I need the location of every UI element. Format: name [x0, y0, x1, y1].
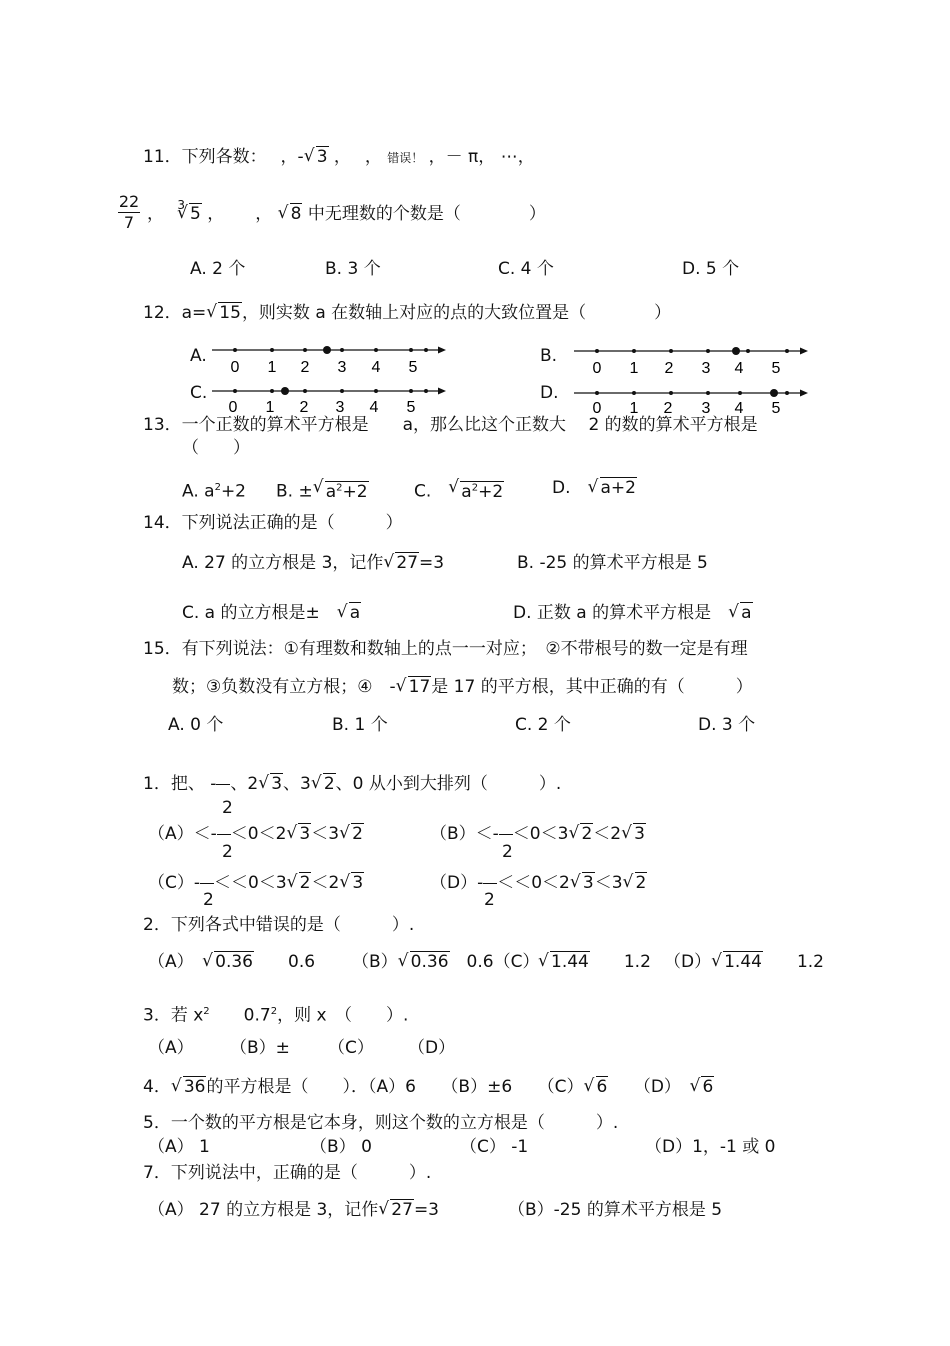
tick: [595, 391, 599, 395]
fraction-bar: [217, 834, 231, 835]
p3-option-b[interactable]: （B）±: [230, 1038, 290, 1058]
tick-label: 5: [406, 399, 416, 416]
q15-option-a[interactable]: A. 0 个: [168, 715, 224, 735]
sqrt: [206, 302, 242, 324]
point-c: [281, 387, 289, 395]
sqrt: [383, 552, 419, 574]
text: 7: [118, 212, 140, 233]
point-a: [323, 346, 331, 354]
text: a+2: [600, 478, 636, 498]
text: 、0 从小到大排列（ ）.: [335, 774, 562, 794]
q14-option-b[interactable]: B. -25 的算术平方根是 5: [517, 553, 708, 573]
text: 0.36: [410, 952, 449, 972]
tick: [785, 349, 789, 353]
tick: [706, 349, 710, 353]
sqrt: [339, 823, 364, 845]
text: 27: [396, 553, 419, 573]
text: 0.7: [243, 1005, 271, 1026]
sqrt: [728, 602, 752, 624]
text: ＜0＜3: [512, 824, 569, 844]
sqrt: [711, 951, 763, 973]
text: 、3: [283, 774, 311, 794]
text: （A）＜-: [148, 824, 217, 844]
text: 2: [635, 873, 647, 893]
text: ，: [147, 204, 164, 224]
number-line-b: [570, 343, 810, 377]
text: ＜0＜2: [230, 824, 287, 844]
text: 8: [290, 204, 302, 224]
text: ＜3: [311, 824, 340, 844]
p1-option-d[interactable]: [430, 872, 647, 894]
text: 的平方根是（ ）．（A）6 （B）±6 （C）: [206, 1077, 584, 1097]
text: 数；③负数没有立方根；④ -: [172, 677, 396, 697]
text: 2: [270, 1006, 278, 1017]
tick-label: 1: [629, 360, 639, 377]
sqrt: [568, 823, 593, 845]
tick: [746, 349, 750, 353]
text: 2: [352, 824, 363, 844]
q13-option-b[interactable]: [276, 477, 369, 503]
text: 1.44: [551, 952, 589, 972]
tick-label: 4: [734, 360, 744, 377]
text: ＜2: [593, 824, 622, 844]
sqrt: [621, 823, 646, 845]
text: （D）: [642, 1077, 673, 1097]
sqrt: [286, 823, 311, 845]
arrow-head: [800, 390, 808, 397]
text: ＜＜0＜2: [497, 873, 570, 893]
p1-option-b[interactable]: [430, 823, 646, 845]
text: 中无理数的个数是（ ）: [307, 204, 546, 224]
text: （D）-: [430, 873, 484, 893]
tick: [632, 391, 636, 395]
text: ＜2: [311, 873, 340, 893]
fraction-bar: [483, 883, 497, 884]
text: （C）-: [148, 873, 201, 893]
tick-label: 2: [299, 399, 309, 416]
p5-stem: 5．一个数的平方根是它本身，则这个数的立方根是（ ）.: [143, 1113, 619, 1133]
text: B. ±: [276, 481, 313, 502]
text: 12．a=: [143, 303, 207, 323]
text: +2: [478, 481, 504, 502]
q13-answer-blank: （ ）: [182, 438, 250, 458]
tick-label: 2: [664, 360, 674, 377]
text: 0.36: [215, 952, 253, 972]
p1-b-denominator: 2: [502, 842, 513, 862]
q15-option-d[interactable]: D. 3 个: [698, 715, 756, 735]
tick-label: 2: [300, 359, 310, 376]
tick: [374, 389, 378, 393]
q13-option-c[interactable]: [414, 477, 504, 503]
text: 6: [702, 1077, 714, 1097]
arrow-head: [800, 348, 808, 355]
text: ＜3: [594, 873, 623, 893]
tick-label: 5: [408, 359, 418, 376]
tick-label: 3: [701, 360, 711, 377]
q15-stem-line2: [172, 676, 753, 698]
sqrt: [584, 1076, 609, 1098]
q13-stem: 13．一个正数的算术平方根是 a，那么比这个正数大 2 的数的算术平方根是: [143, 415, 758, 435]
text: 3: [352, 873, 364, 893]
tick-label: 2: [663, 400, 673, 417]
p2-option-d[interactable]: [664, 951, 824, 973]
sqrt: [398, 951, 450, 973]
tick-label: 5: [771, 360, 781, 377]
sqrt: [202, 951, 254, 973]
tick: [270, 348, 274, 352]
tick-label: 0: [230, 359, 240, 376]
number-line-a: [208, 342, 448, 376]
p5-option-a[interactable]: （A） 1: [148, 1137, 210, 1157]
p2-stem: 2．下列各式中错误的是（ ）.: [143, 915, 415, 935]
tick: [340, 348, 344, 352]
text: C.: [414, 481, 432, 502]
text: D.: [552, 478, 571, 498]
sqrt: [538, 951, 590, 973]
text: ，则实数 a 在数轴上对应的点的大致位置是（ ）: [241, 303, 672, 323]
tick: [785, 391, 789, 395]
tick: [374, 348, 378, 352]
text: 3: [177, 198, 186, 212]
tick-label: 0: [592, 400, 602, 417]
text: 3: [582, 873, 594, 893]
tick: [632, 349, 636, 353]
text: =3: [413, 1200, 439, 1220]
q14-option-c[interactable]: [182, 602, 361, 624]
sqrt: [171, 1076, 207, 1098]
fraction-bar: [499, 834, 513, 835]
text: A. 27 的立方根是 3，记作: [182, 553, 384, 573]
sqrt: [311, 773, 336, 795]
text: （A） 27 的立方根是 3，记作: [148, 1200, 379, 1220]
point-b: [732, 347, 740, 355]
sqrt: [378, 1199, 414, 1221]
p7-option-a[interactable]: [148, 1199, 439, 1221]
sqrt: [313, 477, 369, 503]
text: ，-: [280, 147, 304, 167]
q11-option-a[interactable]: A. 2 个: [190, 259, 246, 279]
text: 2: [336, 482, 343, 493]
text: 2: [581, 824, 593, 844]
text: （D）: [664, 952, 712, 972]
p1-c-denominator: 2: [203, 890, 214, 910]
p1-a-denominator: 2: [222, 842, 233, 862]
sqrt: [304, 146, 329, 168]
p7-stem: 7．下列说法中，正确的是（ ）.: [143, 1163, 432, 1183]
text: 错误！: [387, 151, 424, 165]
tick-label: 1: [629, 400, 639, 417]
sqrt: [448, 477, 504, 503]
tick: [669, 349, 673, 353]
text: ，: [255, 204, 273, 224]
q14-option-a[interactable]: [182, 552, 444, 574]
q11-line1: [143, 146, 535, 169]
tick-label: 3: [337, 359, 347, 376]
tick-label: 4: [371, 359, 381, 376]
text: 36: [183, 1077, 206, 1097]
text: 6: [596, 1077, 608, 1097]
tick: [233, 348, 237, 352]
text: 0.6（C）: [466, 952, 540, 972]
tick: [409, 348, 413, 352]
q11-option-b[interactable]: B. 3 个: [325, 259, 381, 279]
arrow-head: [438, 347, 446, 354]
p4-line: [143, 1076, 714, 1098]
text: a: [741, 603, 752, 623]
p1-option-c[interactable]: [148, 872, 364, 894]
q12-option-b[interactable]: B.: [540, 346, 558, 366]
sqrt: [570, 872, 595, 894]
text: 22: [118, 192, 140, 211]
text: A. a: [182, 481, 215, 502]
text: 15: [219, 303, 241, 323]
text: 2: [214, 482, 221, 493]
q11-line2: [147, 198, 546, 226]
p7-option-b[interactable]: （B）-25 的算术平方根是 5: [508, 1200, 723, 1220]
text: ，－ π， ⋯，: [428, 147, 535, 167]
sqrt: [339, 872, 364, 894]
q15-option-c[interactable]: C. 2 个: [515, 715, 571, 735]
text: ，则 x （ ）.: [277, 1005, 409, 1026]
text: 1.2: [623, 952, 651, 972]
sqrt: [258, 773, 283, 795]
text: a: [325, 481, 337, 502]
text: 是 17 的平方根，其中正确的有（ ）: [431, 677, 753, 697]
sqrt: [278, 203, 303, 225]
q12-option-c[interactable]: C.: [190, 383, 208, 403]
text: 27: [391, 1200, 413, 1220]
p3-stem: [143, 1001, 408, 1027]
text: 17: [408, 677, 431, 697]
q11-option-d[interactable]: D. 5 个: [682, 259, 740, 279]
tick-label: 1: [265, 399, 275, 416]
p3-option-c[interactable]: （C）: [328, 1038, 374, 1058]
q11-stem: 11．下列各数：: [143, 147, 259, 167]
p2-option-c[interactable]: [538, 951, 651, 973]
number-line-c: [208, 383, 448, 417]
tick-label: 1: [267, 359, 277, 376]
p3-option-d[interactable]: （D）: [408, 1038, 456, 1058]
text: ，: [207, 204, 216, 224]
text: 4．: [143, 1077, 171, 1097]
text: 2: [299, 873, 311, 893]
p5-option-c[interactable]: （C） -1: [460, 1137, 529, 1157]
tick: [270, 389, 274, 393]
tick: [669, 391, 673, 395]
text: 5: [190, 204, 201, 224]
text: +2: [342, 481, 368, 502]
sqrt: [287, 872, 312, 894]
p3-option-a[interactable]: （A）: [148, 1038, 194, 1058]
p1-denominator: 2: [222, 798, 233, 818]
tick: [424, 389, 428, 393]
tick: [340, 389, 344, 393]
text: a: [461, 481, 472, 502]
p1-option-a[interactable]: [148, 823, 364, 845]
tick: [303, 389, 307, 393]
arrow-head: [438, 388, 446, 395]
text: 0.6: [288, 952, 316, 972]
text: +2: [220, 481, 246, 502]
text: （B）＜-: [430, 824, 499, 844]
cube-root: [177, 203, 202, 225]
q14-stem: 14．下列说法正确的是（ ）: [143, 513, 403, 533]
text: 3: [299, 824, 311, 844]
sqrt: [623, 872, 648, 894]
text: ＜＜0＜3: [214, 873, 287, 893]
p5-option-d[interactable]: （D）1，-1 或 0: [645, 1137, 776, 1157]
tick: [424, 348, 428, 352]
sqrt: [337, 602, 361, 624]
text: 、2: [230, 774, 259, 794]
q15-option-b[interactable]: B. 1 个: [332, 715, 388, 735]
fraction-bar: [200, 883, 214, 884]
tick: [409, 389, 413, 393]
p1-stem: [143, 773, 561, 795]
p2-option-b[interactable]: [352, 951, 539, 973]
tick: [706, 391, 710, 395]
text: 3: [634, 824, 645, 844]
text: 2: [203, 1006, 210, 1017]
q12-option-d[interactable]: D.: [540, 383, 559, 403]
tick-label: 4: [369, 399, 379, 416]
text: （A）: [148, 952, 186, 972]
text: D. 正数 a 的算术平方根是: [513, 603, 712, 623]
p5-option-b[interactable]: （B） 0: [310, 1137, 372, 1157]
fraction-bar: [216, 784, 230, 785]
tick: [595, 349, 599, 353]
q13-option-d[interactable]: [552, 477, 637, 499]
sqrt: [396, 676, 432, 698]
text: 2: [323, 774, 335, 794]
p2-option-a[interactable]: [148, 951, 315, 973]
q12-option-a[interactable]: A.: [190, 346, 207, 366]
tick-label: 0: [592, 360, 602, 377]
p1-d-denominator: 2: [484, 890, 495, 910]
text: 3: [271, 774, 283, 794]
tick-label: 3: [335, 399, 345, 416]
fraction-22-7: [118, 192, 140, 233]
text: a: [349, 603, 361, 623]
tick-label: 3: [701, 400, 711, 417]
tick: [233, 389, 237, 393]
point-d: [770, 389, 778, 397]
tick-label: 0: [228, 399, 238, 416]
q12-stem: [143, 302, 671, 324]
tick: [303, 348, 307, 352]
sqrt: [588, 477, 637, 499]
tick-label: 5: [771, 400, 781, 417]
text: =3: [419, 553, 445, 573]
text: 1.44: [724, 952, 762, 972]
q14-option-d[interactable]: [513, 602, 753, 624]
q15-stem-line1: 15．有下列说法：①有理数和数轴上的点一一对应； ②不带根号的数一定是有理: [143, 639, 748, 659]
text: （B）: [352, 952, 398, 972]
sqrt: [689, 1076, 714, 1098]
text: 1.2: [796, 952, 824, 972]
text: ，: [333, 147, 343, 167]
q11-option-c[interactable]: C. 4 个: [498, 259, 554, 279]
q13-option-a[interactable]: [182, 477, 246, 503]
tick-label: 4: [734, 400, 744, 417]
text: 3: [316, 147, 328, 167]
text: C. a 的立方根是±: [182, 603, 320, 623]
tick: [738, 391, 742, 395]
text: 1．把、 -: [143, 774, 217, 794]
text: 2: [471, 482, 479, 493]
text: ，: [364, 147, 382, 167]
text: 3．若 x: [143, 1005, 204, 1026]
